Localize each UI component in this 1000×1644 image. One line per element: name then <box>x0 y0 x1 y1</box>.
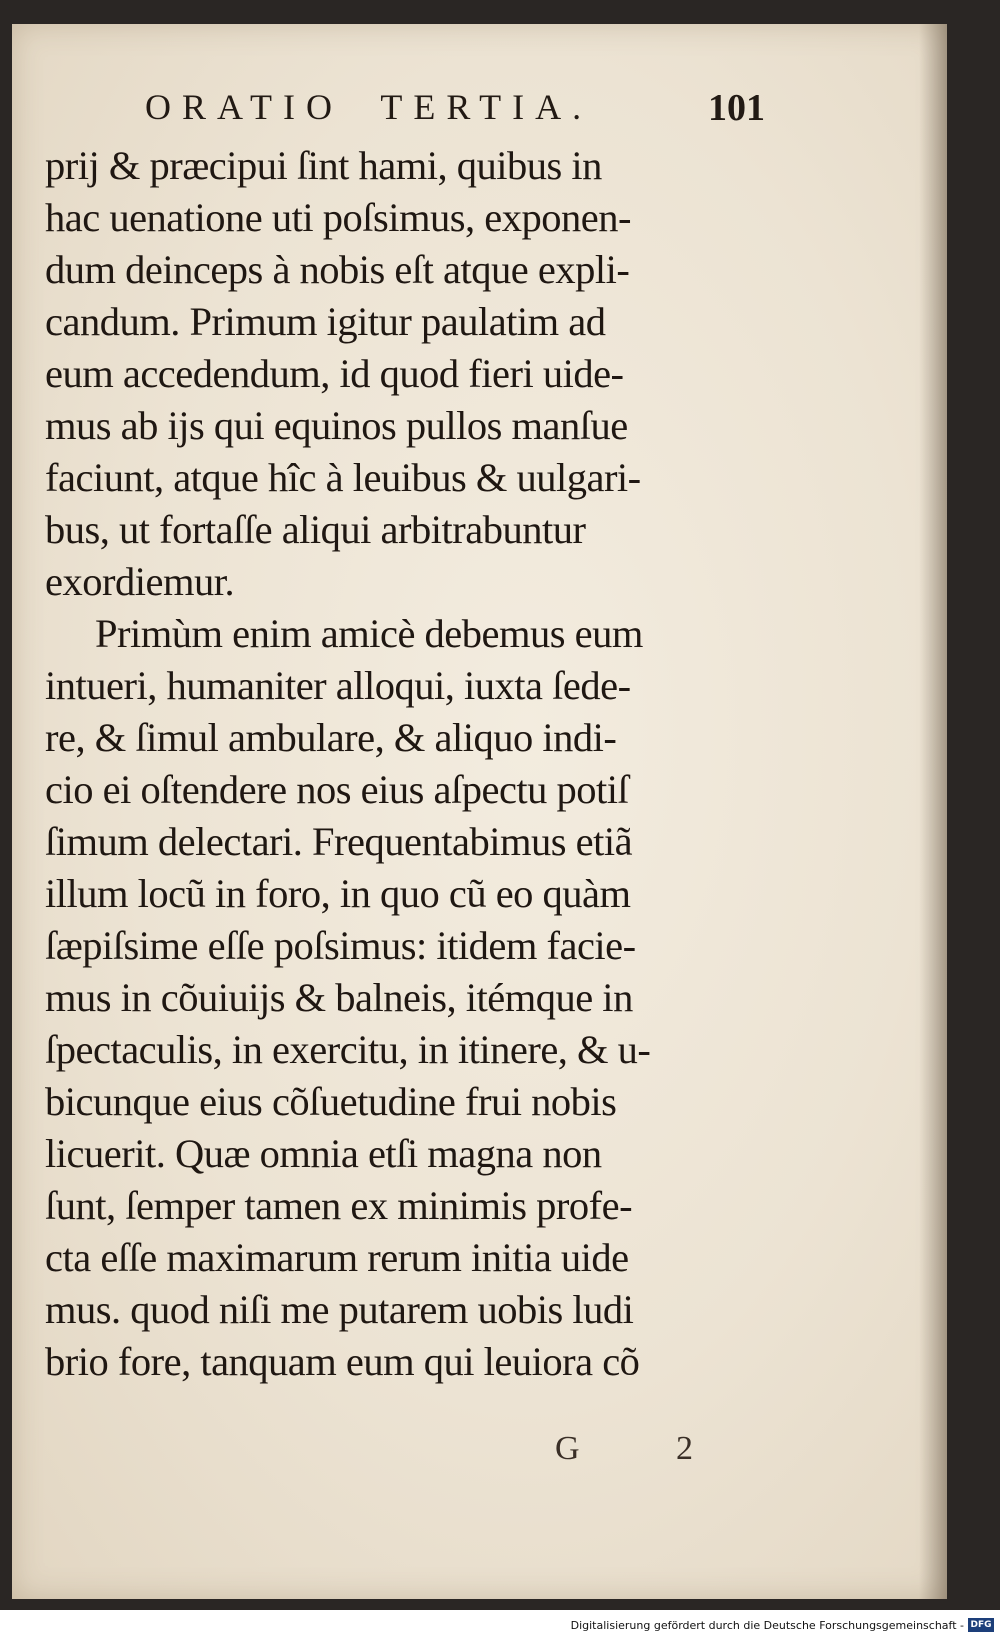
text-line: intueri, humaniter alloqui, iuxta ſede- <box>45 663 631 708</box>
text-line: re, & ſimul ambulare, & aliquo indi- <box>45 715 617 760</box>
page-header <box>145 86 765 134</box>
text-line: eum accedendum, id quod fieri uide- <box>45 351 624 396</box>
text-line: mus. quod niſi me putarem uobis ludi <box>45 1287 634 1332</box>
text-line: candum. Primum igitur paulatim ad <box>45 299 606 344</box>
text-line: prij & præcipui ſint hami, quibus in <box>45 143 602 188</box>
text-line: cta eſſe maximarum rerum initia uide <box>45 1235 629 1280</box>
text-line: hac uenatione uti poſsimus, exponen- <box>45 195 631 240</box>
text-line: bicunque eius cõſuetudine frui nobis <box>45 1079 617 1124</box>
gutter-shadow <box>919 24 947 1599</box>
funding-credit: Digitalisierung gefördert durch die Deutsche Forschungsgemeinschaft - <box>570 1619 964 1632</box>
text-line: licuerit. Quæ omnia etſi magna non <box>45 1131 602 1176</box>
text-line: brio fore, tanquam eum qui leuiora cõ <box>45 1339 640 1384</box>
running-head: ORATIO TERTIA. <box>145 87 593 127</box>
signature-mark: G 2 <box>555 1430 738 1467</box>
text-line: illum locũ in foro, in quo cũ eo quàm <box>45 871 631 916</box>
text-line: ſunt, ſemper tamen ex minimis profe- <box>45 1183 633 1228</box>
paragraph-start-line: Primùm enim amicè debemus eum <box>95 611 643 656</box>
page-number: 101 <box>708 87 765 129</box>
dfg-logo-icon: DFG <box>968 1618 994 1632</box>
text-line: dum deinceps à nobis eſt atque expli- <box>45 247 630 292</box>
text-line: ſimum delectari. Frequentabimus etiã <box>45 819 633 864</box>
text-line: cio ei oſtendere nos eius aſpectu potiſ <box>45 767 629 812</box>
footer-bar <box>0 1610 1000 1644</box>
body-text <box>45 140 755 1388</box>
text-line: ſpectaculis, in exercitu, in itinere, & u- <box>45 1027 651 1072</box>
text-line: bus, ut fortaſſe aliqui arbitrabuntur <box>45 507 586 552</box>
text-line: ſæpiſsime eſſe poſsimus: itidem facie- <box>45 923 636 968</box>
text-line: faciunt, atque hîc à leuibus & uulgari- <box>45 455 641 500</box>
text-line: mus ab ijs qui equinos pullos manſue <box>45 403 628 448</box>
text-line: mus in cõuiuijs & balneis, itémque in <box>45 975 633 1020</box>
text-line: exordiemur. <box>45 559 235 604</box>
